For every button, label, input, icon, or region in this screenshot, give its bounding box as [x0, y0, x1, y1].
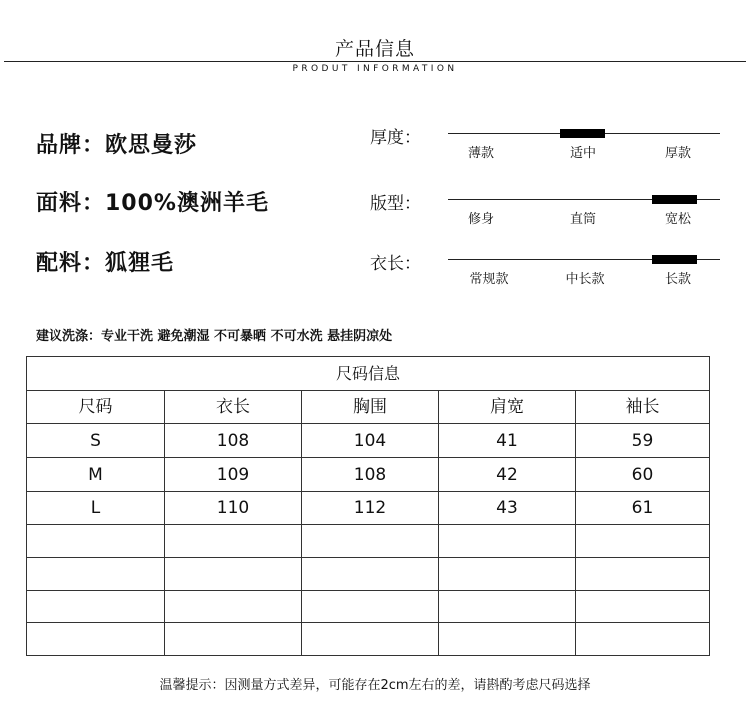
scale-option-long: 长款 [664, 272, 691, 287]
size-table-cell [439, 623, 576, 655]
page-subtitle: PRODUT INFORMATION [292, 64, 458, 74]
spec-trim: 配料：狐狸毛 [36, 251, 175, 276]
size-table-cell [302, 525, 439, 558]
scale-option-thin: 薄款 [467, 146, 494, 161]
size-table-header-chest: 胸围 [302, 391, 439, 424]
size-table-cell [165, 623, 302, 655]
size-table-cell: 104 [302, 424, 439, 458]
size-table [26, 356, 710, 656]
size-table-cell: M [27, 458, 165, 492]
size-table-cell: 42 [439, 458, 576, 492]
size-table-header-length: 衣长 [165, 391, 302, 424]
size-table-cell [165, 591, 302, 623]
size-table-header-sleeve: 袖长 [576, 391, 709, 424]
size-table-header-size: 尺码 [27, 391, 165, 424]
size-table-cell [576, 623, 709, 655]
size-table-cell [27, 525, 165, 558]
size-table-header-shoulder: 肩宽 [439, 391, 576, 424]
size-table-cell [27, 558, 165, 591]
scale-option-medium: 适中 [569, 146, 596, 161]
scale-label-thickness: 厚度： [370, 128, 421, 148]
size-table-cell [27, 591, 165, 623]
scale-marker-length [652, 255, 697, 264]
size-table-cell: 108 [302, 458, 439, 492]
size-table-cell [439, 558, 576, 591]
size-table-cell [576, 525, 709, 558]
size-table-cell [302, 623, 439, 655]
scale-option-thick: 厚款 [664, 146, 691, 161]
size-table-title: 尺码信息 [27, 357, 709, 391]
scale-marker-fit [652, 195, 697, 204]
size-table-cell: 41 [439, 424, 576, 458]
size-table-cell: 109 [165, 458, 302, 492]
spec-brand: 品牌：欧思曼莎 [36, 133, 198, 158]
size-table-cell [576, 591, 709, 623]
care-instructions: 建议洗涤：专业干洗 避免潮湿 不可暴晒 不可水洗 悬挂阴凉处 [36, 329, 393, 344]
title-divider [4, 61, 746, 62]
page-title: 产品信息 [334, 38, 415, 60]
size-table-cell: 61 [576, 492, 709, 525]
size-table-cell: 43 [439, 492, 576, 525]
size-table-cell: 59 [576, 424, 709, 458]
size-table-cell [439, 525, 576, 558]
size-table-cell [165, 558, 302, 591]
scale-option-loose: 宽松 [664, 212, 691, 227]
size-table-cell: L [27, 492, 165, 525]
size-tip: 温馨提示：因测量方式差异，可能存在2cm左右的差，请斟酌考虑尺码选择 [159, 678, 591, 693]
scale-option-straight: 直筒 [569, 212, 596, 227]
scale-label-fit: 版型： [370, 194, 421, 214]
scale-option-slim: 修身 [467, 212, 494, 227]
size-table-cell [302, 558, 439, 591]
scale-label-length: 衣长： [370, 254, 421, 274]
size-table-cell: S [27, 424, 165, 458]
size-table-cell: 112 [302, 492, 439, 525]
scale-marker-thickness [560, 129, 605, 138]
size-table-cell [302, 591, 439, 623]
scale-option-mid-length: 中长款 [565, 272, 605, 287]
size-table-cell: 110 [165, 492, 302, 525]
size-table-cell: 108 [165, 424, 302, 458]
size-table-cell [165, 525, 302, 558]
size-table-cell [576, 558, 709, 591]
spec-fabric: 面料：100%澳洲羊毛 [36, 191, 269, 216]
size-table-cell [27, 623, 165, 655]
size-table-cell [439, 591, 576, 623]
size-table-cell: 60 [576, 458, 709, 492]
scale-option-regular: 常规款 [469, 272, 509, 287]
